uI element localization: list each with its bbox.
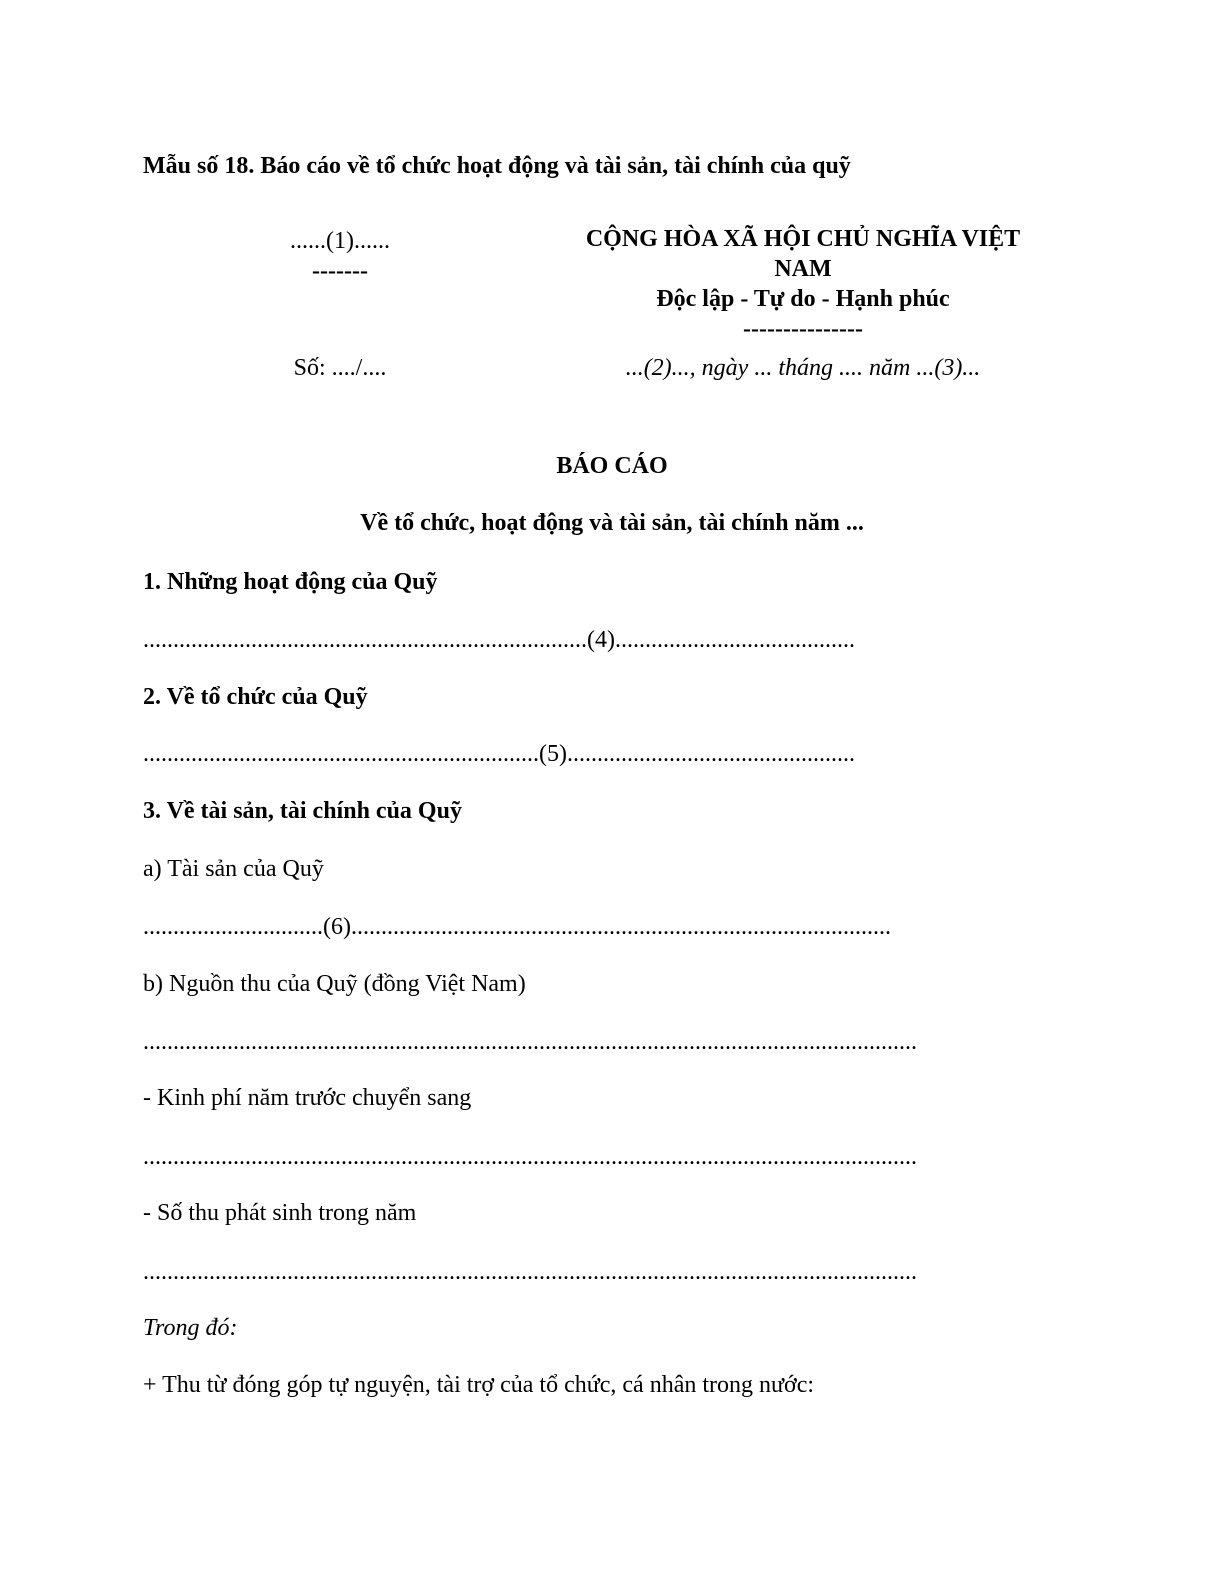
assets-fill-line: ..............................(6).......................................................................................... [143,914,891,940]
national-header [560,224,1046,344]
document-title: Mẫu số 18. Báo cáo về tổ chức hoạt động và tài sản, tài chính của quỹ [143,153,851,179]
in-year-revenue-fill-line: ................................................................................................................................. [143,1259,917,1285]
report-title: BÁO CÁO [556,453,668,479]
revenue-label: b) Nguồn thu của Quỹ (đồng Việt Nam) [143,971,526,997]
section-3-heading: 3. Về tài sản, tài chính của Quỹ [143,798,462,824]
place-date-line: ...(2)..., ngày ... tháng .... năm ...(3)... [625,355,981,381]
agency-name-placeholder: ......(1)...... [290,228,390,254]
document-number: Số: ..../.... [293,355,387,381]
section-1-fill-line: ..........................................................................(4)........................................ [143,627,855,653]
agency-header [240,226,440,286]
nation-name-line1: CỘNG HÒA XÃ HỘI CHỦ NGHĨA VIỆT [585,226,1021,252]
assets-label: a) Tài sản của Quỹ [143,856,324,882]
revenue-fill-line: ................................................................................................................................. [143,1029,917,1055]
report-subtitle: Về tổ chức, hoạt động và tài sản, tài chính năm ... [360,510,864,536]
section-2-fill-line: ..................................................................(5)................................................ [143,741,855,767]
motto-divider: --------------- [743,316,863,342]
prev-year-funds-label: - Kinh phí năm trước chuyển sang [143,1085,472,1111]
section-2-heading: 2. Về tổ chức của Quỹ [143,684,368,710]
nation-name-line2: NAM [774,256,832,282]
domestic-contributions-label: + Thu từ đóng góp tự nguyện, tài trợ của tổ chức, cá nhân trong nước: [143,1372,815,1398]
of-which-label: Trong đó: [143,1315,238,1341]
agency-divider: ------- [312,258,368,284]
in-year-revenue-label: - Số thu phát sinh trong năm [143,1200,417,1226]
section-1-heading: 1. Những hoạt động của Quỹ [143,569,438,595]
national-motto: Độc lập - Tự do - Hạnh phúc [656,286,950,312]
prev-year-funds-fill-line: ................................................................................................................................. [143,1144,917,1170]
